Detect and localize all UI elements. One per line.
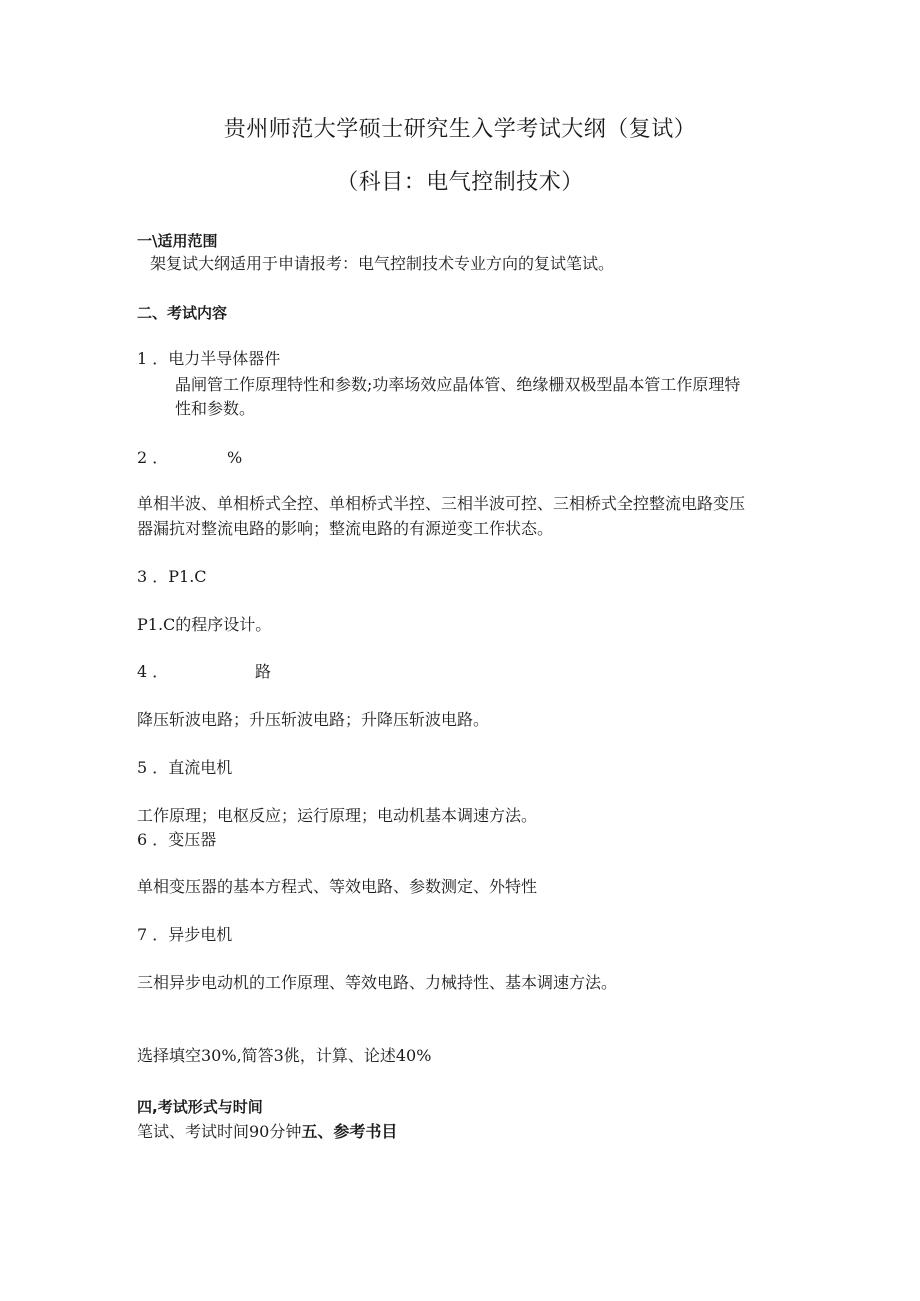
item-5-line-1: 工作原理；电枢反应；运行原理；电动机基本调速方法。 [137,806,538,825]
page-subtitle: （科目：电气控制技术） [336,170,584,195]
item-7-label: 7 ．异步电机 [137,925,233,944]
section-1-text: 架复试大纲适用于申请报考：电气控制技术专业方向的复试笔试。 [150,254,615,273]
section-4-heading: 四,考试形式与时间 [137,1098,263,1116]
item-7-line-1: 三相异步电动机的工作原理、等效电路、力械持性、基本调速方法。 [137,973,618,992]
item-3-label: 3 ．P1.C [137,567,207,586]
item-2-line-1: 单相半波、单相桥式全控、单相桥式半控、三相半波可控、三相桥式全控整流电路变压 [137,494,746,513]
item-3-line-1: P1.C的程序设计。 [137,615,272,634]
item-6-label: 6 ．变压器 [137,830,217,849]
section-4-text: 笔试、考试时间90分钟 [137,1122,302,1141]
item-4-label-tail: 路 [255,662,272,681]
item-4-line-1: 降压斩波电路；升压斩波电路；升降压斩波电路。 [137,710,490,729]
item-6-line-1: 单相变压器的基本方程式、等效电路、参数测定、外特性 [137,877,538,896]
item-1-label: 1 ．电力半导体器件 [137,349,281,368]
section-5-heading: 五、参考书目 [301,1122,398,1141]
item-2-label-tail: % [227,448,243,467]
section-1-heading: 一\适用范围 [137,232,218,250]
item-2-label-number: 2 ． [137,448,169,467]
section-4-line [137,1121,397,1143]
section-3-text: 选择填空30%,简答3佻，计算、论述40% [137,1046,432,1065]
item-2-line-2: 器漏抗对整流电路的影响；整流电路的有源逆变工作状态。 [137,519,554,538]
page-title: 贵州师范大学硕士研究生入学考试大纲（复试） [223,117,697,142]
item-5-label: 5 ．直流电机 [137,758,233,777]
item-1-line-2: 性和参数。 [175,399,256,418]
section-2-heading: 二、考试内容 [137,304,228,322]
item-4-label-number: 4 ． [137,662,169,681]
item-1-line-1: 晶闸管工作原理特性和参数;功率场效应晶体管、绝缘栅双极型晶本管工作原理特 [175,375,741,394]
